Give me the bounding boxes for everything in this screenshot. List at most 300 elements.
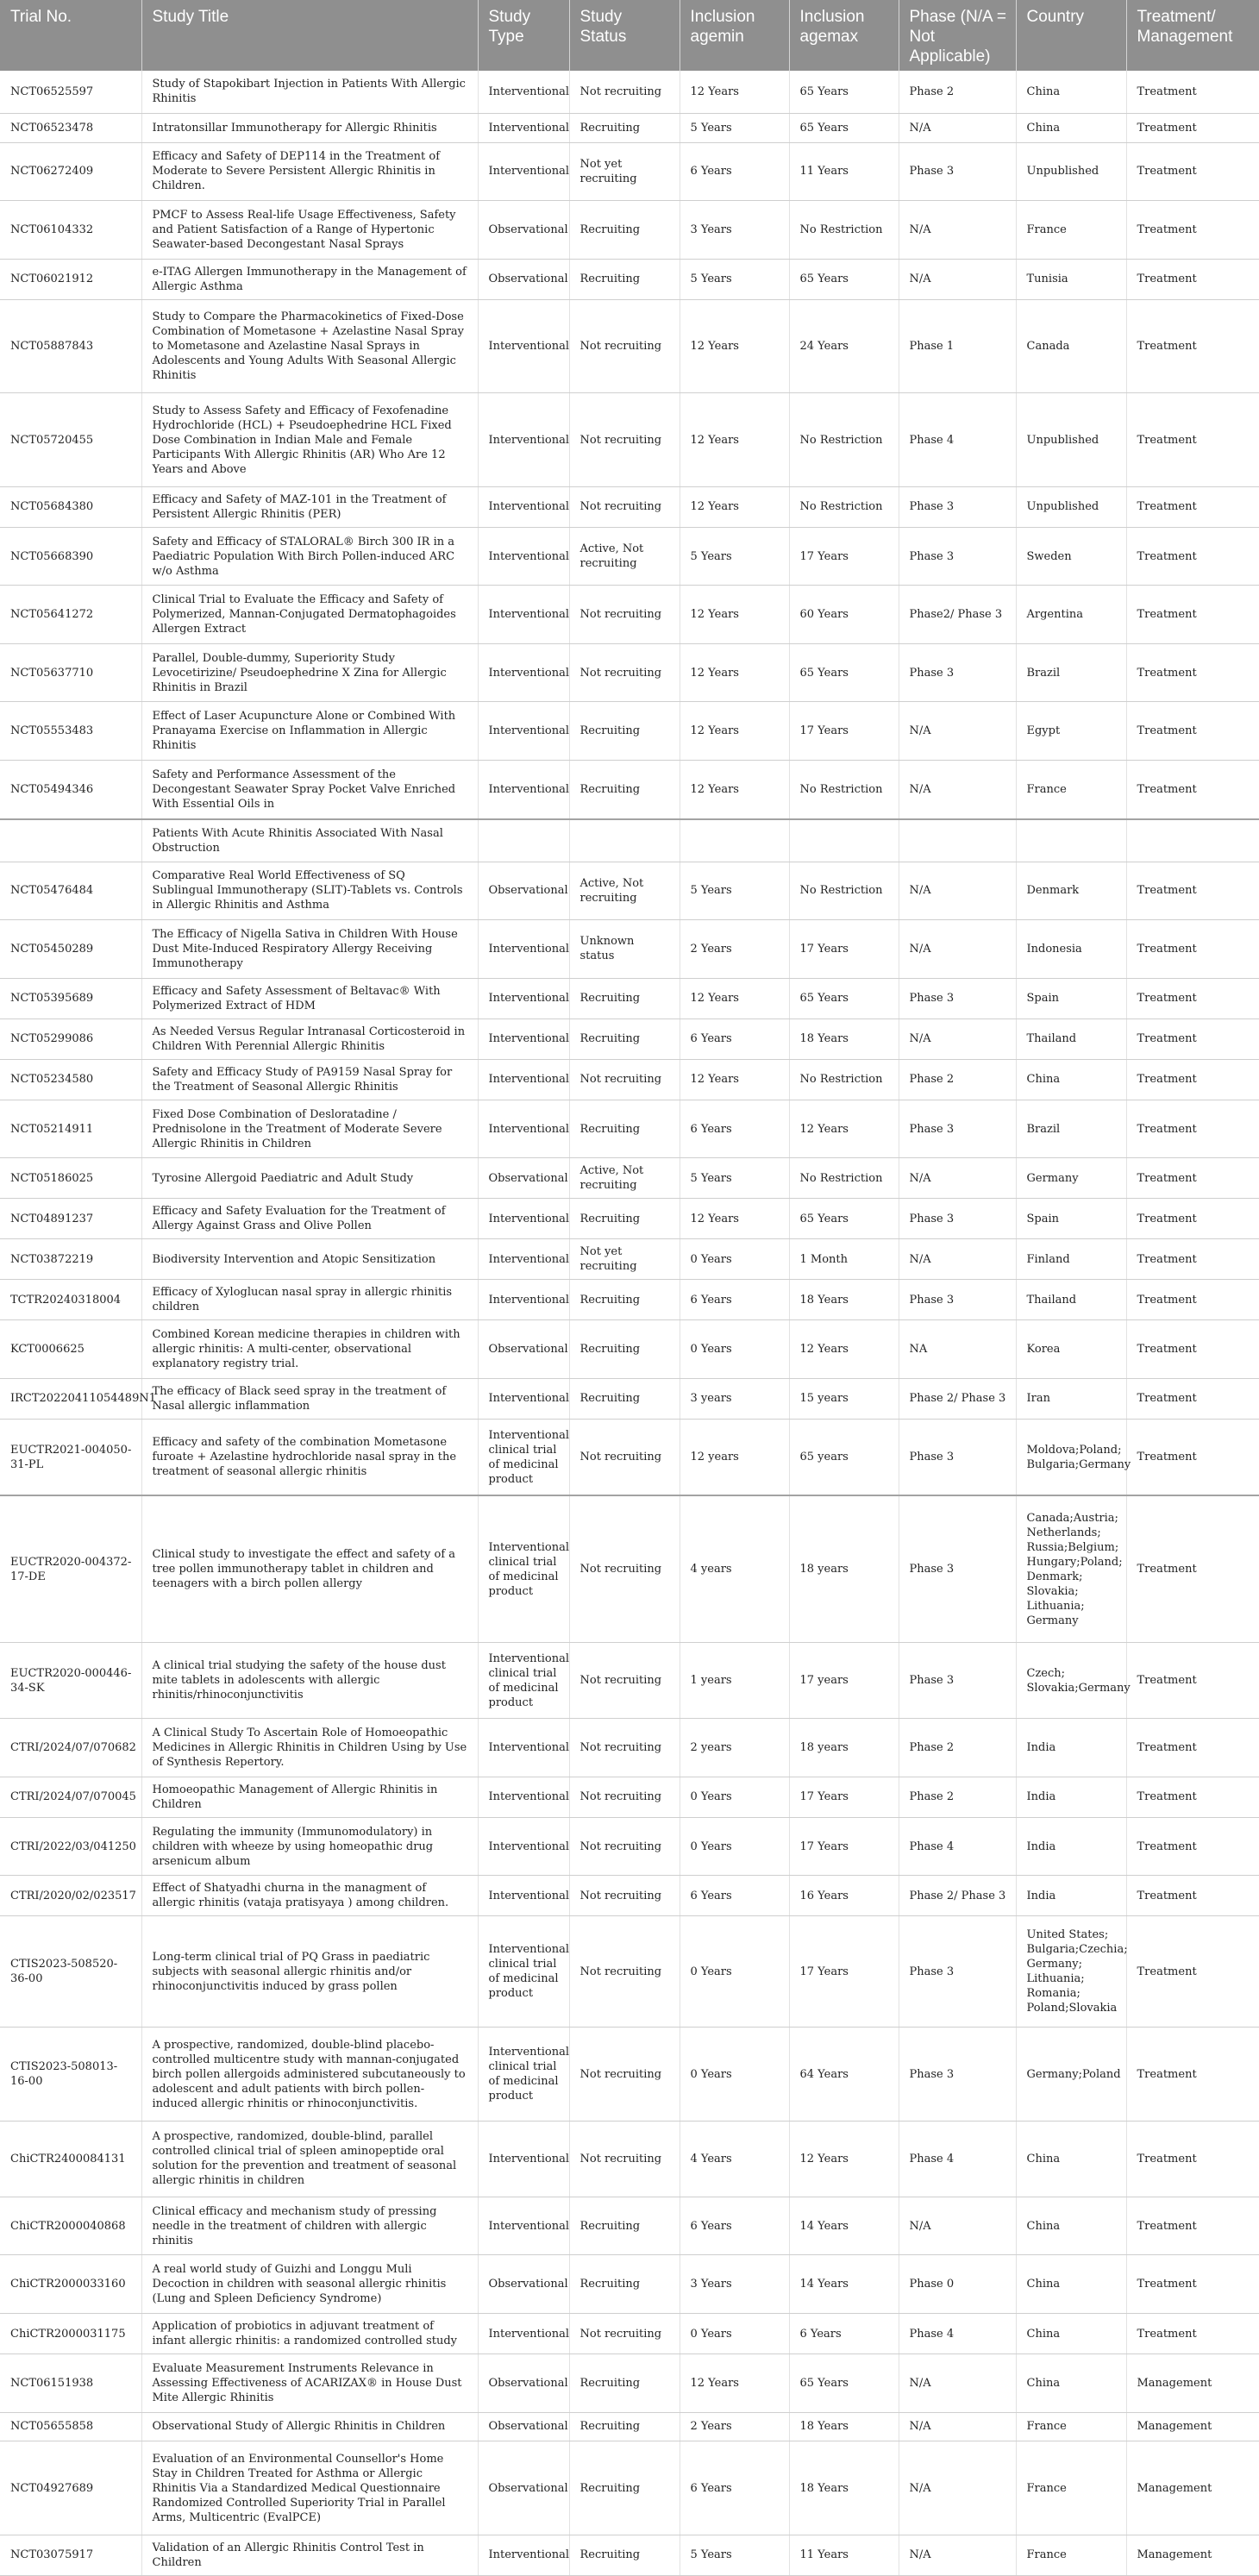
cell-agemin: 5 Years [680,2535,789,2575]
table-row [0,1320,1259,1379]
cell-agemin: 3 Years [680,2255,789,2314]
cell-study-title: A Clinical Study To Ascertain Role of Homoeopathic Medicines in Allergic Rhinitis in Children Using by Use of Synthesis Repertory. [141,1719,478,1777]
cell-agemin: 0 Years [680,2028,789,2122]
cell-treatment-management: Treatment [1126,486,1259,527]
cell-study-status: Not yet recruiting [569,1239,680,1280]
cell-study-status: Not recruiting [569,299,680,393]
cell-trial-no: ChiCTR2000033160 [0,2255,141,2314]
cell-phase: Phase 4 [899,2314,1016,2354]
cell-agemin: 1 years [680,1643,789,1719]
cell-treatment-management: Management [1126,2535,1259,2575]
cell-agemin: 12 Years [680,71,789,113]
cell-study-status: Recruiting [569,702,680,761]
cell-phase: Phase 2 [899,1719,1016,1777]
cell-treatment-management: Treatment [1126,643,1259,702]
cell-study-type: Interventional [478,1100,569,1158]
cell-country: Germany [1016,1158,1126,1199]
table-row [0,1239,1259,1280]
cell-phase: N/A [899,2354,1016,2413]
cell-study-title: Study to Compare the Pharmacokinetics of Fixed-Dose Combination of Mometasone + Azelastine Nasal Spray to Mometasone and Azelastine Nasal Sprays in Adolescents and Young Adults With Seasonal Allergic Rhinitis [141,299,478,393]
cell-phase: N/A [899,1018,1016,1059]
cell-country: Thailand [1016,1280,1126,1320]
cell-study-type: Interventional clinical trial of medicinal product [478,2028,569,2122]
cell-agemax: 60 Years [789,586,899,644]
table-row [0,1199,1259,1239]
cell-phase [899,819,1016,862]
cell-country: Korea [1016,1320,1126,1379]
table-row [0,1059,1259,1100]
cell-trial-no: NCT06021912 [0,259,141,299]
cell-study-type: Interventional [478,299,569,393]
table-row [0,1817,1259,1876]
cell-phase: Phase 2 [899,71,1016,113]
cell-study-type [478,819,569,862]
table-row [0,761,1259,819]
cell-agemin: 6 Years [680,2441,789,2535]
cell-study-status: Not recruiting [569,1876,680,1916]
cell-agemax: 65 Years [789,113,899,142]
cell-country: France [1016,2412,1126,2441]
cell-treatment-management: Treatment [1126,1495,1259,1643]
cell-study-title: Comparative Real World Effectiveness of SQ Sublingual Immunotherapy (SLIT)-Tablets vs. Controls in Allergic Rhinitis and Asthma [141,862,478,920]
cell-agemax: 14 Years [789,2197,899,2255]
cell-treatment-management: Treatment [1126,1378,1259,1419]
cell-agemin: 6 Years [680,2197,789,2255]
cell-study-type: Observational [478,1320,569,1379]
cell-agemin: 12 Years [680,393,789,487]
cell-study-status: Recruiting [569,1100,680,1158]
cell-study-status: Not recruiting [569,1495,680,1643]
cell-treatment-management: Treatment [1126,978,1259,1018]
cell-trial-no: KCT0006625 [0,1320,141,1379]
cell-agemin [680,819,789,862]
cell-treatment-management: Treatment [1126,2121,1259,2197]
cell-phase: Phase 4 [899,1817,1016,1876]
cell-study-status: Not recruiting [569,1419,680,1495]
cell-agemax: 17 Years [789,920,899,979]
cell-study-type: Interventional [478,393,569,487]
cell-study-status: Unknown status [569,920,680,979]
cell-country: China [1016,2255,1126,2314]
cell-agemin: 12 Years [680,1059,789,1100]
cell-trial-no: NCT03872219 [0,1239,141,1280]
cell-study-status: Recruiting [569,2441,680,2535]
cell-treatment-management: Management [1126,2441,1259,2535]
cell-study-type: Observational [478,1158,569,1199]
cell-treatment-management: Treatment [1126,113,1259,142]
cell-phase: Phase 2 [899,1059,1016,1100]
cell-agemax: 18 years [789,1719,899,1777]
cell-trial-no: TCTR20240318004 [0,1280,141,1320]
cell-study-title: Effect of Shatyadhi churna in the managment of allergic rhinitis (vataja pratisyaya ) among children. [141,1876,478,1916]
cell-phase: N/A [899,1239,1016,1280]
cell-study-status: Recruiting [569,761,680,819]
cell-trial-no: NCT06272409 [0,142,141,201]
cell-trial-no: NCT05186025 [0,1158,141,1199]
cell-country: China [1016,2314,1126,2354]
cell-trial-no: CTRI/2024/07/070682 [0,1719,141,1777]
cell-study-type: Interventional [478,1018,569,1059]
cell-treatment-management: Treatment [1126,1916,1259,2028]
table-row [0,527,1259,586]
cell-study-title: As Needed Versus Regular Intranasal Corticosteroid in Children With Perennial Allergic Rhinitis [141,1018,478,1059]
cell-country: China [1016,71,1126,113]
cell-treatment-management: Treatment [1126,2197,1259,2255]
cell-agemin: 0 Years [680,1817,789,1876]
table-body [0,71,1259,2576]
cell-agemax: 18 Years [789,1018,899,1059]
cell-study-status [569,819,680,862]
cell-trial-no: NCT05450289 [0,920,141,979]
cell-agemax: 18 Years [789,2412,899,2441]
cell-agemax: 17 years [789,1643,899,1719]
cell-agemax: 65 Years [789,259,899,299]
cell-phase: Phase 3 [899,486,1016,527]
cell-study-type: Interventional [478,486,569,527]
cell-treatment-management: Treatment [1126,2255,1259,2314]
cell-treatment-management: Treatment [1126,71,1259,113]
table-row [0,201,1259,260]
cell-study-type: Interventional [478,920,569,979]
cell-country: Sweden [1016,527,1126,586]
cell-study-status: Not recruiting [569,486,680,527]
cell-study-status: Recruiting [569,1018,680,1059]
table-row [0,1876,1259,1916]
cell-study-status: Recruiting [569,1280,680,1320]
table-row [0,2354,1259,2413]
cell-trial-no: NCT05214911 [0,1100,141,1158]
table-row [0,142,1259,201]
cell-study-title: A prospective, randomized, double-blind placebo-controlled multicentre study with mannan-conjugated birch pollen allergoids administered subcutaneously to adolescent and adult patients with birch pollen-induced allergic rhinitis or rhinoconjunctivitis. [141,2028,478,2122]
cell-study-status: Not recruiting [569,393,680,487]
cell-study-title: Safety and Performance Assessment of the Decongestant Seawater Spray Pocket Valve Enriched With Essential Oils in [141,761,478,819]
cell-trial-no: NCT05887843 [0,299,141,393]
cell-agemin: 12 Years [680,299,789,393]
cell-study-title: A prospective, randomized, double-blind, parallel controlled clinical trial of spleen aminopeptide oral solution for the prevention and treatment of seasonal allergic rhinitis in children [141,2121,478,2197]
cell-agemin: 12 Years [680,643,789,702]
cell-country: United States; Bulgaria;Czechia; Germany; Lithuania; Romania; Poland;Slovakia [1016,1916,1126,2028]
cell-phase: Phase 3 [899,142,1016,201]
cell-agemax: No Restriction [789,201,899,260]
cell-study-type: Observational [478,201,569,260]
cell-treatment-management: Treatment [1126,1777,1259,1817]
cell-study-title: Validation of an Allergic Rhinitis Control Test in Children [141,2535,478,2575]
header-study-type: Study Type [478,0,569,71]
cell-country: Unpublished [1016,142,1126,201]
table-row [0,2314,1259,2354]
cell-study-type: Interventional [478,1239,569,1280]
cell-agemin: 0 Years [680,1777,789,1817]
table-row [0,2412,1259,2441]
table-row [0,978,1259,1018]
cell-agemax: No Restriction [789,1059,899,1100]
cell-agemin: 2 years [680,1719,789,1777]
cell-country: France [1016,761,1126,819]
table-row [0,586,1259,644]
cell-country: China [1016,113,1126,142]
cell-trial-no: CTRI/2024/07/070045 [0,1777,141,1817]
cell-study-status: Recruiting [569,1199,680,1239]
cell-study-type: Interventional [478,2314,569,2354]
cell-trial-no: CTRI/2022/03/041250 [0,1817,141,1876]
cell-agemax: No Restriction [789,761,899,819]
cell-treatment-management: Treatment [1126,1320,1259,1379]
cell-agemin: 4 Years [680,2121,789,2197]
cell-treatment-management: Treatment [1126,1059,1259,1100]
cell-phase: Phase 3 [899,527,1016,586]
table-row [0,862,1259,920]
cell-study-status: Recruiting [569,113,680,142]
cell-treatment-management: Treatment [1126,862,1259,920]
cell-phase: N/A [899,2197,1016,2255]
cell-country: Tunisia [1016,259,1126,299]
header-trial-no: Trial No. [0,0,141,71]
cell-phase: Phase 0 [899,2255,1016,2314]
cell-study-type: Interventional [478,702,569,761]
cell-agemax: 18 years [789,1495,899,1643]
cell-country: France [1016,2441,1126,2535]
cell-agemax: No Restriction [789,393,899,487]
cell-trial-no: NCT06525597 [0,71,141,113]
cell-agemin: 6 Years [680,1876,789,1916]
cell-phase: N/A [899,1158,1016,1199]
cell-study-type: Interventional [478,978,569,1018]
cell-agemax: No Restriction [789,1158,899,1199]
table-row [0,1378,1259,1419]
cell-trial-no: CTIS2023-508013-16-00 [0,2028,141,2122]
cell-agemax: 24 Years [789,299,899,393]
table-row [0,2121,1259,2197]
cell-study-title: Evaluate Measurement Instruments Relevance in Assessing Effectiveness of ACARIZAX® in House Dust Mite Allergic Rhinitis [141,2354,478,2413]
cell-phase: Phase 3 [899,1100,1016,1158]
cell-treatment-management: Treatment [1126,702,1259,761]
cell-study-type: Interventional clinical trial of medicinal product [478,1916,569,2028]
table-row [0,819,1259,862]
cell-phase: NA [899,1320,1016,1379]
cell-study-type: Observational [478,2255,569,2314]
cell-study-type: Interventional [478,142,569,201]
cell-study-title: e-ITAG Allergen Immunotherapy in the Management of Allergic Asthma [141,259,478,299]
table-row [0,702,1259,761]
cell-study-title: Combined Korean medicine therapies in children with allergic rhinitis: A multi-center, observational explanatory registry trial. [141,1320,478,1379]
cell-phase: Phase 2/ Phase 3 [899,1876,1016,1916]
cell-agemax: 1 Month [789,1239,899,1280]
table-row [0,486,1259,527]
cell-trial-no: NCT05720455 [0,393,141,487]
cell-study-title: Clinical efficacy and mechanism study of pressing needle in the treatment of children with allergic rhinitis [141,2197,478,2255]
cell-study-title: Long-term clinical trial of PQ Grass in paediatric subjects with seasonal allergic rhinitis and/or rhinoconjunctivitis induced by grass pollen [141,1916,478,2028]
cell-trial-no: NCT05395689 [0,978,141,1018]
cell-trial-no: NCT05655858 [0,2412,141,2441]
cell-study-status: Recruiting [569,2535,680,2575]
cell-agemax: 12 Years [789,1100,899,1158]
cell-study-title: Observational Study of Allergic Rhinitis in Children [141,2412,478,2441]
cell-agemin: 0 Years [680,1916,789,2028]
cell-country: Spain [1016,1199,1126,1239]
cell-treatment-management: Treatment [1126,1817,1259,1876]
cell-agemax: 65 Years [789,71,899,113]
cell-agemax: 17 Years [789,1777,899,1817]
cell-agemax: 12 Years [789,1320,899,1379]
cell-treatment-management: Treatment [1126,1280,1259,1320]
cell-agemin: 0 Years [680,2314,789,2354]
cell-treatment-management: Treatment [1126,527,1259,586]
table-row [0,1100,1259,1158]
cell-country: China [1016,2354,1126,2413]
cell-study-status: Recruiting [569,1320,680,1379]
cell-agemin: 0 Years [680,1320,789,1379]
cell-trial-no: EUCTR2021-004050-31-PL [0,1419,141,1495]
cell-study-type: Observational [478,2412,569,2441]
cell-country: Moldova;Poland; Bulgaria;Germany [1016,1419,1126,1495]
cell-phase: N/A [899,2535,1016,2575]
cell-study-title: Efficacy and Safety of MAZ-101 in the Treatment of Persistent Allergic Rhinitis (PER) [141,486,478,527]
cell-agemin: 5 Years [680,862,789,920]
table-row [0,299,1259,393]
cell-agemin: 6 Years [680,142,789,201]
cell-treatment-management: Treatment [1126,2028,1259,2122]
cell-treatment-management: Treatment [1126,1239,1259,1280]
cell-trial-no: CTRI/2020/02/023517 [0,1876,141,1916]
cell-treatment-management: Treatment [1126,761,1259,819]
cell-treatment-management: Treatment [1126,1100,1259,1158]
cell-study-status: Not recruiting [569,2314,680,2354]
cell-trial-no: NCT05476484 [0,862,141,920]
cell-phase: N/A [899,113,1016,142]
cell-country: Unpublished [1016,486,1126,527]
cell-agemax: No Restriction [789,486,899,527]
cell-study-title: The efficacy of Black seed spray in the treatment of Nasal allergic inflammation [141,1378,478,1419]
cell-trial-no: NCT04891237 [0,1199,141,1239]
cell-study-type: Interventional [478,2197,569,2255]
table-row [0,1643,1259,1719]
cell-treatment-management: Treatment [1126,1199,1259,1239]
cell-phase: N/A [899,2412,1016,2441]
cell-phase: Phase 4 [899,2121,1016,2197]
cell-agemax: 65 years [789,1419,899,1495]
cell-study-type: Observational [478,2354,569,2413]
cell-treatment-management: Treatment [1126,1018,1259,1059]
cell-country: Canada;Austria; Netherlands; Russia;Belgium; Hungary;Poland; Denmark; Slovakia; Lithuania; Germany [1016,1495,1126,1643]
cell-trial-no: EUCTR2020-000446-34-SK [0,1643,141,1719]
cell-trial-no: NCT06151938 [0,2354,141,2413]
cell-agemax: 65 Years [789,2354,899,2413]
cell-study-type: Interventional [478,1280,569,1320]
cell-study-title: Efficacy and Safety of DEP114 in the Treatment of Moderate to Severe Persistent Allergic Rhinitis in Children. [141,142,478,201]
cell-study-type: Observational [478,2441,569,2535]
cell-agemin: 0 Years [680,1239,789,1280]
cell-treatment-management: Treatment [1126,1876,1259,1916]
cell-agemin: 5 Years [680,1158,789,1199]
cell-study-status: Not recruiting [569,643,680,702]
cell-trial-no [0,819,141,862]
cell-study-title: Study to Assess Safety and Efficacy of Fexofenadine Hydrochloride (HCL) + Pseudoephedrine HCL Fixed Dose Combination in Indian Male and Female Participants With Allergic Rhinitis (AR) Who Are 12 Years and Above [141,393,478,487]
cell-study-title: Biodiversity Intervention and Atopic Sensitization [141,1239,478,1280]
cell-agemax: 17 Years [789,1916,899,2028]
table-row [0,1719,1259,1777]
cell-study-status: Recruiting [569,259,680,299]
cell-study-title: Fixed Dose Combination of Desloratadine / Prednisolone in the Treatment of Moderate Severe Allergic Rhinitis in Children [141,1100,478,1158]
table-header-row [0,0,1259,71]
cell-treatment-management: Treatment [1126,142,1259,201]
cell-agemax: 15 years [789,1378,899,1419]
table-row [0,920,1259,979]
cell-treatment-management: Treatment [1126,201,1259,260]
cell-agemax: 11 Years [789,2535,899,2575]
cell-study-type: Interventional [478,1817,569,1876]
cell-trial-no: EUCTR2020-004372-17-DE [0,1495,141,1643]
cell-agemax: 17 Years [789,1817,899,1876]
cell-agemin: 5 Years [680,259,789,299]
cell-trial-no: NCT05299086 [0,1018,141,1059]
cell-country: Finland [1016,1239,1126,1280]
cell-agemax: 18 Years [789,1280,899,1320]
cell-country: Spain [1016,978,1126,1018]
cell-study-title: Clinical Trial to Evaluate the Efficacy and Safety of Polymerized, Mannan-Conjugated Dermatophagoides Allergen Extract [141,586,478,644]
cell-agemin: 12 years [680,1419,789,1495]
cell-treatment-management: Treatment [1126,586,1259,644]
header-inclusion-agemin: Inclusion agemin [680,0,789,71]
cell-agemin: 6 Years [680,1100,789,1158]
table-row [0,113,1259,142]
header-phase: Phase (N/A = Not Applicable) [899,0,1016,71]
cell-study-status: Recruiting [569,978,680,1018]
cell-study-type: Interventional [478,2535,569,2575]
cell-study-type: Interventional [478,1378,569,1419]
cell-study-type: Interventional [478,586,569,644]
cell-country: Canada [1016,299,1126,393]
cell-agemax: 65 Years [789,1199,899,1239]
cell-study-title: Patients With Acute Rhinitis Associated With Nasal Obstruction [141,819,478,862]
table-row [0,71,1259,113]
cell-trial-no: NCT05494346 [0,761,141,819]
cell-agemin: 12 Years [680,978,789,1018]
cell-phase: N/A [899,201,1016,260]
cell-agemax: 64 Years [789,2028,899,2122]
cell-agemin: 5 Years [680,113,789,142]
cell-phase: Phase 3 [899,643,1016,702]
table-row [0,643,1259,702]
cell-treatment-management: Treatment [1126,393,1259,487]
table-row [0,1419,1259,1495]
cell-country: Czech; Slovakia;Germany [1016,1643,1126,1719]
table-row [0,1158,1259,1199]
cell-agemin: 12 Years [680,2354,789,2413]
cell-agemax: 11 Years [789,142,899,201]
header-study-title: Study Title [141,0,478,71]
cell-study-status: Not recruiting [569,586,680,644]
cell-study-type: Interventional [478,113,569,142]
table-row [0,2441,1259,2535]
cell-study-title: Clinical study to investigate the effect and safety of a tree pollen immunotherapy tablet in children and teenagers with a birch pollen allergy [141,1495,478,1643]
cell-phase: Phase 3 [899,2028,1016,2122]
cell-study-title: Tyrosine Allergoid Paediatric and Adult Study [141,1158,478,1199]
cell-study-status: Recruiting [569,2197,680,2255]
cell-country: India [1016,1876,1126,1916]
cell-study-status: Recruiting [569,2412,680,2441]
cell-treatment-management: Treatment [1126,2314,1259,2354]
cell-agemin: 3 years [680,1378,789,1419]
cell-study-type: Interventional [478,527,569,586]
cell-country: China [1016,2197,1126,2255]
cell-agemax: 65 Years [789,643,899,702]
cell-study-type: Observational [478,259,569,299]
cell-phase: Phase 4 [899,393,1016,487]
cell-study-title: Safety and Efficacy Study of PA9159 Nasal Spray for the Treatment of Seasonal Allergic Rhinitis [141,1059,478,1100]
cell-country: Unpublished [1016,393,1126,487]
cell-treatment-management [1126,819,1259,862]
cell-country: India [1016,1777,1126,1817]
